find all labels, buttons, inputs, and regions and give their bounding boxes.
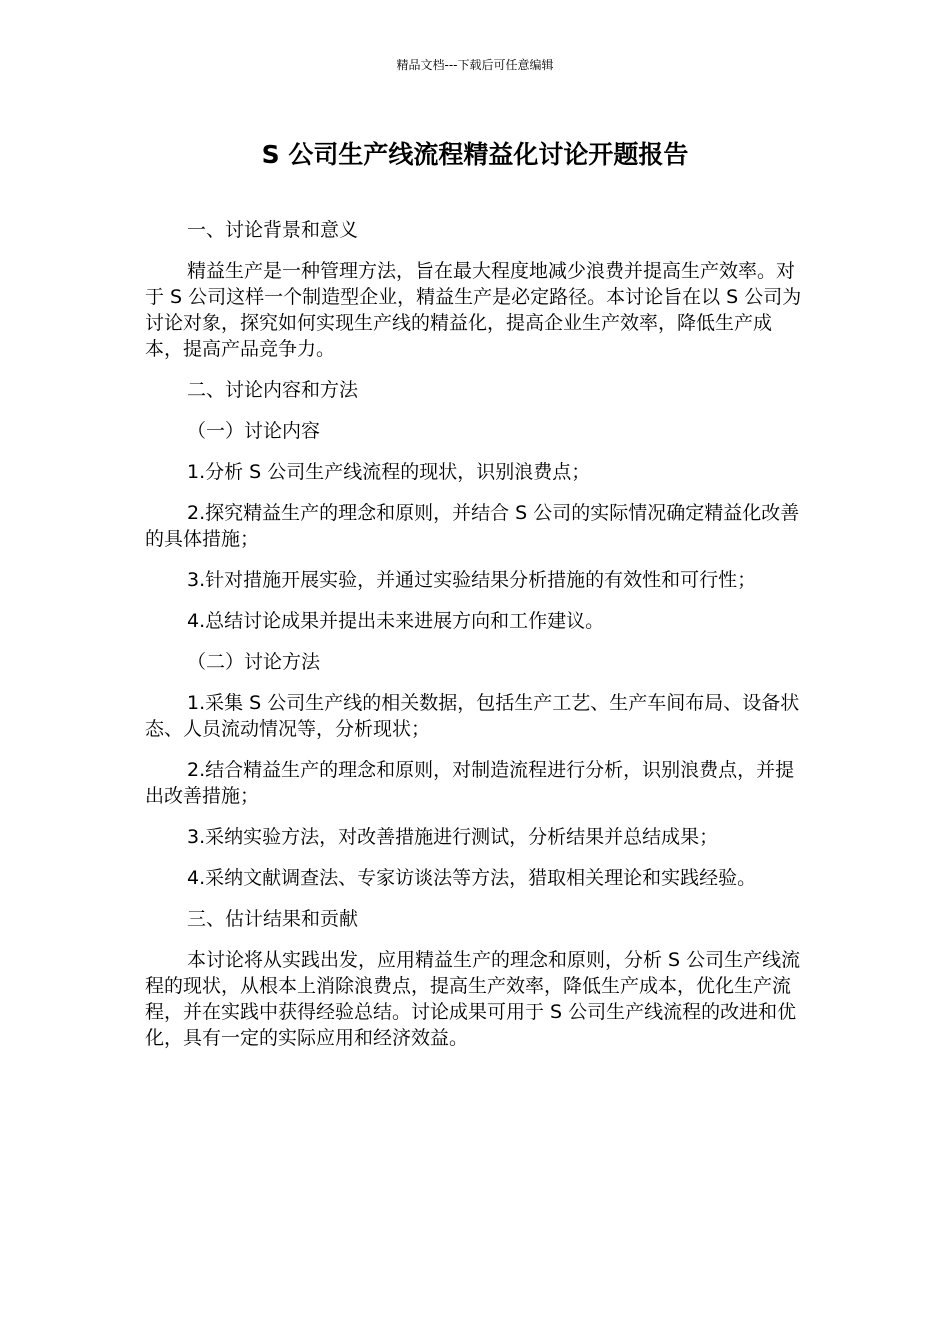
list-item-content-1: 1.分析 S 公司生产线流程的现状，识别浪费点； <box>187 461 591 483</box>
section-heading-content-methods: 二、讨论内容和方法 <box>187 379 359 401</box>
list-item-content-3: 3.针对措施开展实验，并通过实验结果分析措施的有效性和可行性； <box>187 569 757 591</box>
section-heading-background: 一、讨论背景和意义 <box>187 219 359 241</box>
document-body <box>145 217 805 1066</box>
list-item-method-1: 1.采集 S 公司生产线的相关数据，包括生产工艺、生产车间布局、设备状态、人员流动情况等，分析现状； <box>145 692 800 740</box>
page-header-note: 精品文档---下载后可任意编辑 <box>396 58 554 72</box>
section-heading-results: 三、估计结果和贡献 <box>187 908 359 930</box>
document-title: S 公司生产线流程精益化讨论开题报告 <box>261 140 689 169</box>
list-item-content-4: 4.总结讨论成果并提出未来进展方向和工作建议。 <box>187 610 605 632</box>
list-item-method-4: 4.采纳文献调查法、专家访谈法等方法，猎取相关理论和实践经验。 <box>187 867 757 889</box>
subsection-heading-content: （一）讨论内容 <box>187 420 321 442</box>
paragraph-results: 本讨论将从实践出发，应用精益生产的理念和原则，分析 S 公司生产线流程的现状，从根本上消除浪费点，提高生产效率，降低生产成本，优化生产流程，并在实践中获得经验总结。讨论成果可用于 S 公司生产线流程的改进和优化，具有一定的实际应用和经济效益。 <box>145 949 801 1049</box>
list-item-method-3: 3.采纳实验方法，对改善措施进行测试，分析结果并总结成果； <box>187 826 719 848</box>
list-item-method-2: 2.结合精益生产的理念和原则，对制造流程进行分析，识别浪费点，并提出改善措施； <box>145 759 795 807</box>
subsection-heading-methods: （二）讨论方法 <box>187 651 321 673</box>
paragraph-background: 精益生产是一种管理方法，旨在最大程度地减少浪费并提高生产效率。对于 S 公司这样一个制造型企业，精益生产是必定路径。本讨论旨在以 S 公司为讨论对象，探究如何实现生产线的精益化，提高企业生产效率，降低生产成本，提高产品竞争力。 <box>145 260 802 360</box>
list-item-content-2: 2.探究精益生产的理念和原则，并结合 S 公司的实际情况确定精益化改善的具体措施； <box>145 502 800 550</box>
